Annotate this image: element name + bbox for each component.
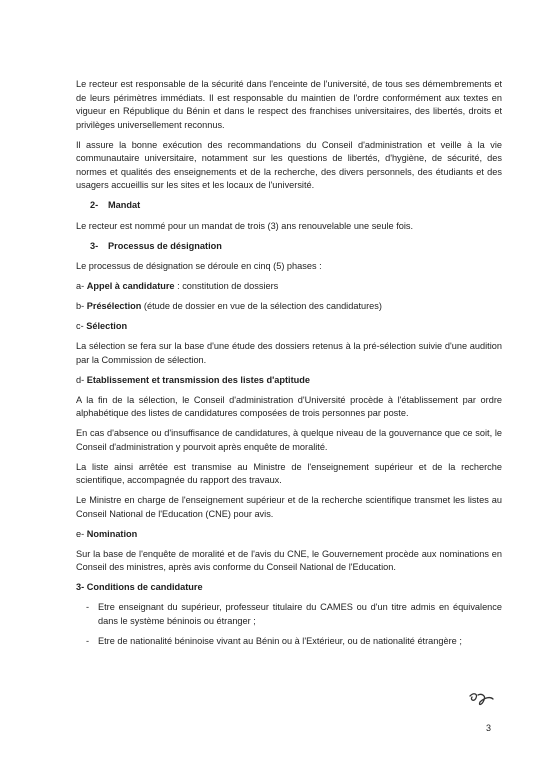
conditions-list <box>76 601 502 649</box>
heading-processus <box>90 240 502 254</box>
page-number: 3 <box>486 723 492 733</box>
phase-text: (étude de dossier en vue de la sélection des candidatures) <box>141 301 382 311</box>
document-page <box>76 78 502 656</box>
paragraph-processus-intro: Le processus de désignation se déroule en cinq (5) phases : <box>76 261 322 271</box>
paragraph-phase-c: La sélection se fera sur la base d'une étude des dossiers retenus à la pré-sélection suivie d'une audition par la Commission de sélection. <box>76 341 502 365</box>
list-item-text: Etre de nationalité béninoise vivant au Bénin ou à l'Extérieur, ou de nationalité étrangère ; <box>98 636 462 646</box>
list-item <box>76 635 502 649</box>
phase-b <box>76 300 502 314</box>
heading-number: 2- <box>90 200 99 210</box>
list-item <box>76 601 502 628</box>
paragraph-phase-d-4: Le Ministre en charge de l'enseignement supérieur et de la recherche scientifique transmet les listes au Conseil National de l'Education (CNE) pour avis. <box>76 495 502 519</box>
phase-title: Appel à candidature <box>86 281 175 291</box>
phase-prefix: b- <box>76 301 85 311</box>
bullet-dash: - <box>86 636 90 646</box>
paragraph-phase-d-1: A la fin de la sélection, le Conseil d'administration d'Université procède à l'établissement par ordre alphabétique des listes de candidatures composées de trois personnes par poste. <box>76 394 502 418</box>
phase-prefix: d- <box>76 374 85 385</box>
heading-title: Processus de désignation <box>108 240 222 251</box>
paragraph-execution: Il assure la bonne exécution des recommandations du Conseil d'administration et veille à la vie communautaire universitaire, notamment sur les questions de libertés, d'hygiène, de sécurité, des normes et qualités des enseignements et de la recherche, des divers personnels, des étudiants et des usagers accueillis sur les sites et les locaux de l'université. <box>76 139 502 190</box>
phase-title: Présélection <box>86 301 142 311</box>
heading-mandat <box>90 199 502 213</box>
phase-e-heading <box>76 528 502 542</box>
paragraph-phase-e: Sur la base de l'enquête de moralité et de l'avis du CNE, le Gouvernement procède aux nominations en Conseil des ministres, après avis conforme du Conseil National de l'Education. <box>76 548 502 572</box>
heading-number: 3- <box>90 240 99 251</box>
list-item-text: Etre enseignant du supérieur, professeur titulaire du CAMES ou d'un titre admis en équivalence dans le système béninois ou étranger ; <box>98 602 502 626</box>
paragraph-security: Le recteur est responsable de la sécurité dans l'enceinte de l'université, de tous ses démembrements et de leurs périmètres immédiats. Il est responsable du maintien de l'ordre conformément aux textes en vigueur en République du Bénin et dans le respect des franchises universitaires, des libertés, droits et privilèges universellement reconnus. <box>76 79 502 130</box>
bullet-dash: - <box>86 602 90 612</box>
phase-prefix: a- <box>76 281 85 291</box>
paragraph-phase-d-2: En cas d'absence ou d'insuffisance de candidatures, à quelque niveau de la gouvernance que ce soit, le Conseil d'administration y pourvoit après enquête de moralité. <box>76 428 502 452</box>
phase-a <box>76 280 502 294</box>
phase-prefix: e- <box>76 528 85 539</box>
phase-title: Sélection <box>86 321 128 331</box>
phase-d-heading <box>76 374 502 388</box>
phase-text: : constitution de dossiers <box>174 281 279 291</box>
phase-title: Etablissement et transmission des listes d'aptitude <box>86 374 310 385</box>
heading-title: Mandat <box>108 200 141 210</box>
heading-conditions: 3- Conditions de candidature <box>76 582 203 592</box>
phase-title: Nomination <box>86 528 138 539</box>
paragraph-phase-d-3: La liste ainsi arrêtée est transmise au Ministre de l'enseignement supérieur et de la recherche scientifique, accompagnée du rapport des travaux. <box>76 461 502 485</box>
handwritten-initials <box>466 690 498 710</box>
phase-prefix: c- <box>76 321 84 331</box>
paragraph-mandat: Le recteur est nommé pour un mandat de trois (3) ans renouvelable une seule fois. <box>76 220 414 231</box>
phase-c-heading <box>76 320 502 334</box>
